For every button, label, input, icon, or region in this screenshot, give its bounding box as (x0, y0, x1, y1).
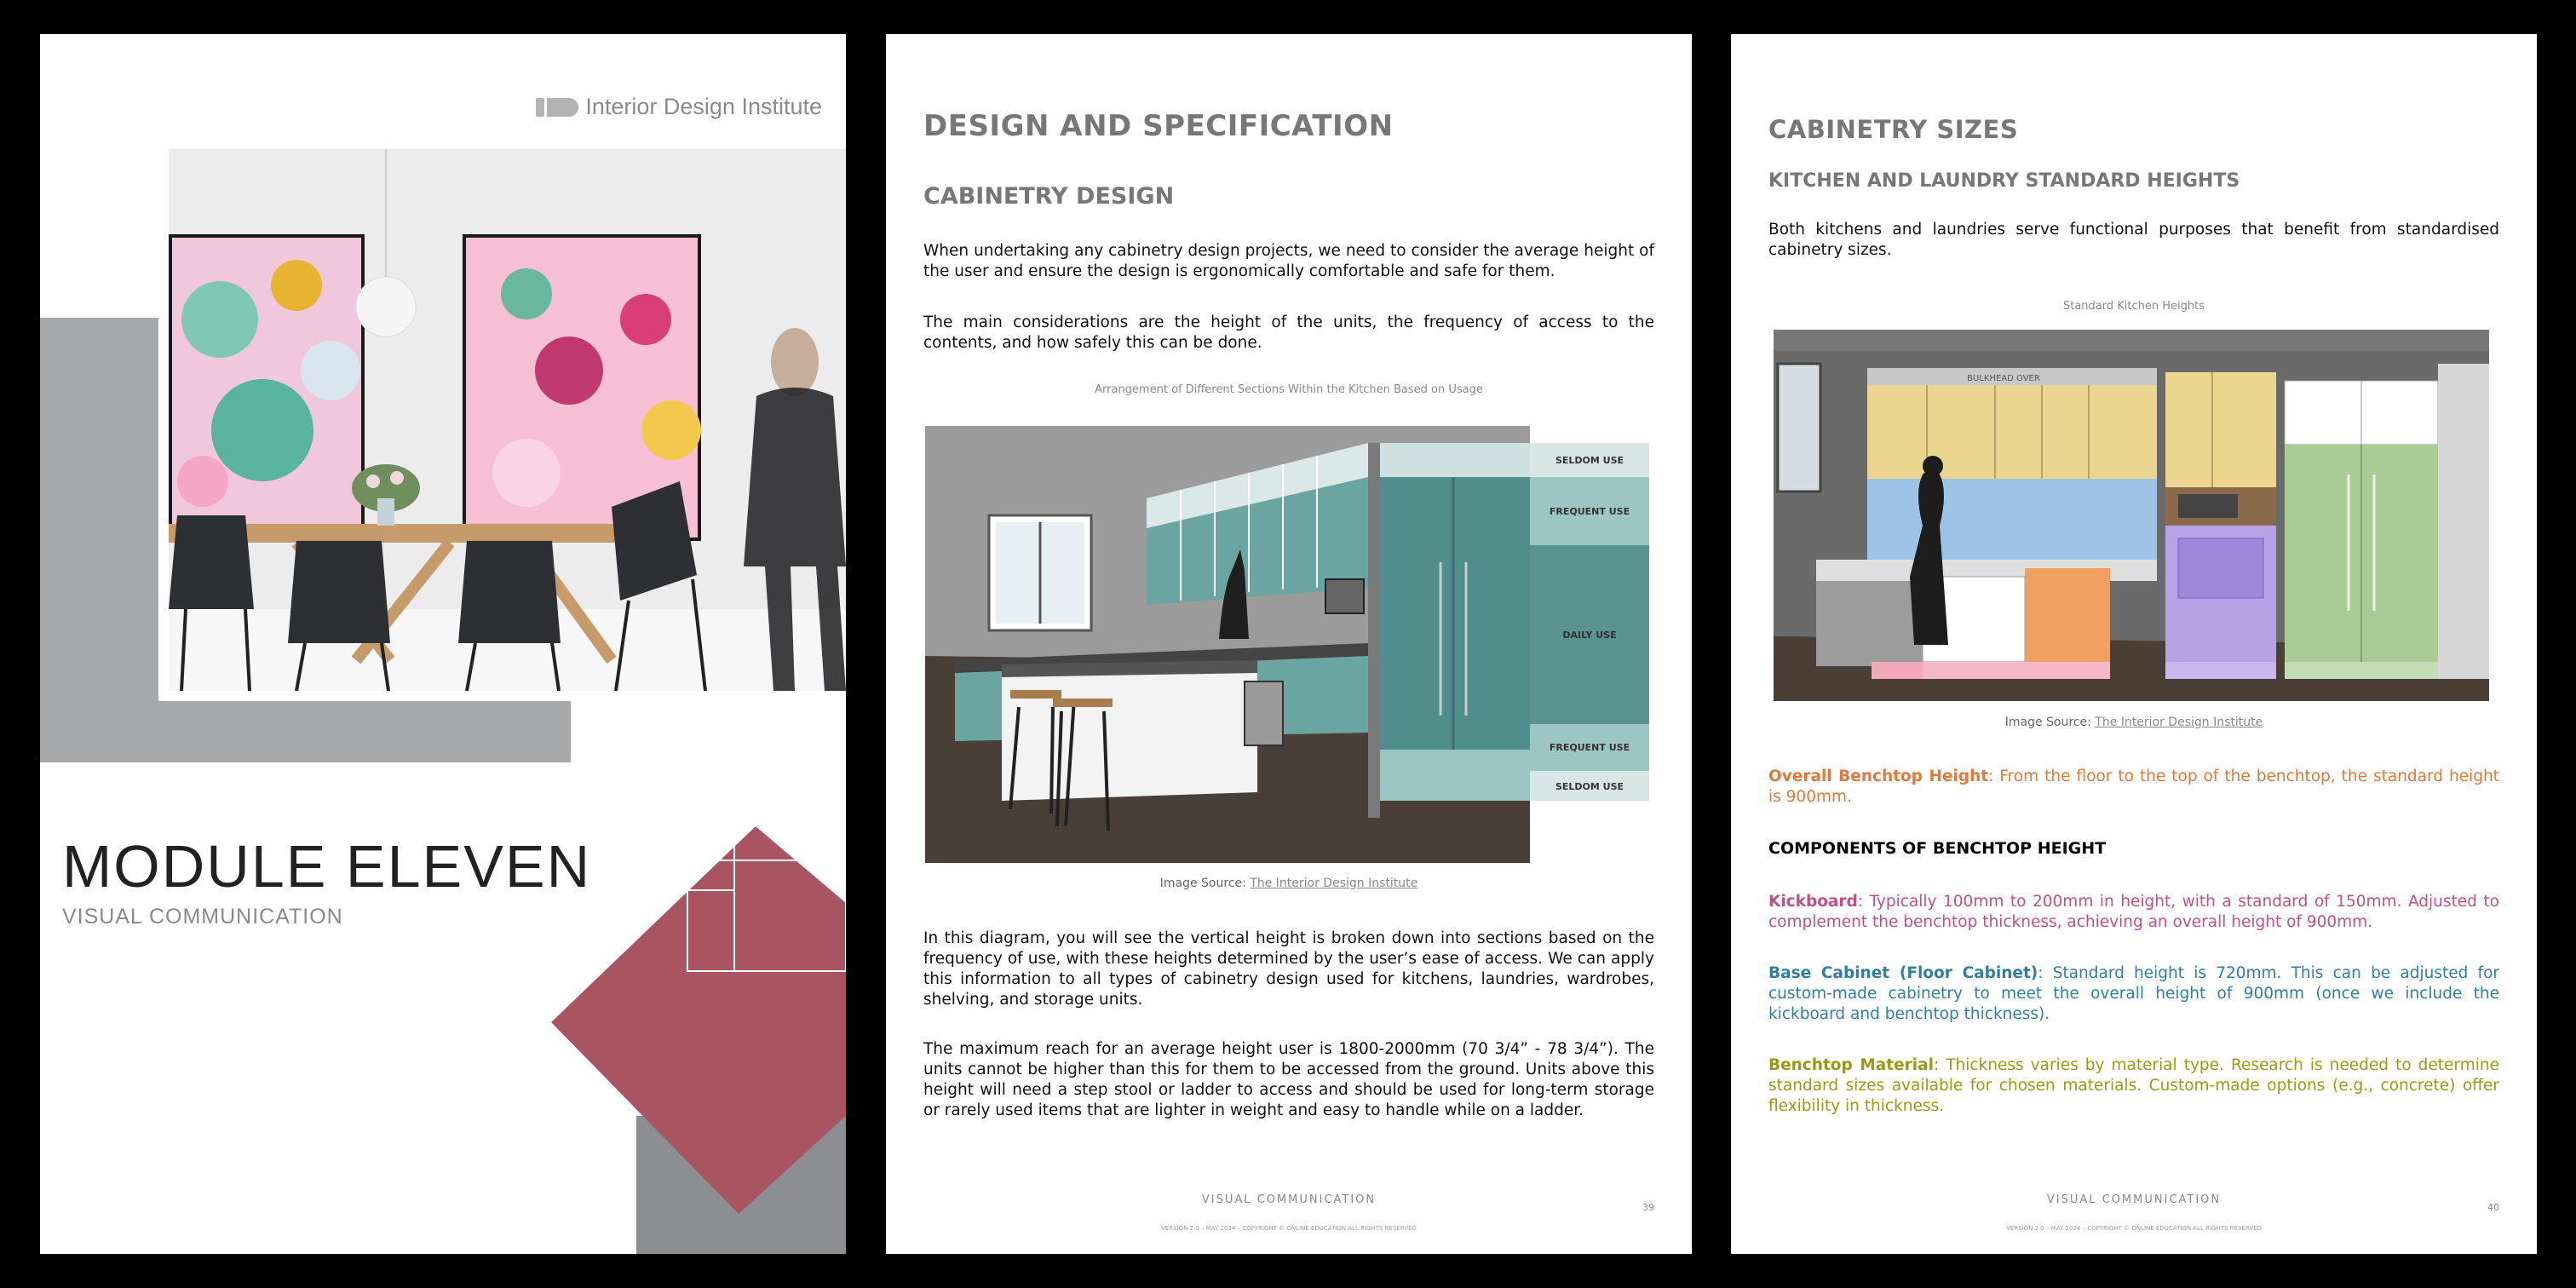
overall-benchtop-paragraph (1768, 767, 2499, 808)
gray-block-left (40, 318, 158, 762)
brand-logo (536, 94, 822, 120)
decorative-shapes (551, 792, 846, 1254)
copyright-line: VERSION 2.0 – MAY 2024 – COPYRIGHT © ONLINE EDUCATION ALL RIGHTS RESERVED (2006, 1225, 2262, 1232)
paragraph-4: The maximum reach for an average height user is 1800-2000mm (70 3/4” - 78 3/4”). The units cannot be higher than this for them to be accessed from the ground. Units above this height will need a step stool or ladder to access and should be used for long-term storage or rarely used items that are lighter in weight and easy to handle while on a ladder. (923, 1040, 1654, 1119)
zone-label: FREQUENT USE (1549, 742, 1630, 753)
gray-block-bottom (40, 701, 571, 762)
base-cabinet-label: Base Cabinet (Floor Cabinet) (1768, 964, 2038, 982)
cover-photo (158, 149, 846, 701)
benchtop-material-paragraph (1768, 1055, 2499, 1117)
base-cabinet-paragraph (1768, 963, 2499, 1025)
intro-paragraph: Both kitchens and laundries serve functional purposes that benefit from standardised cabinetry sizes. (1768, 221, 2499, 259)
figure-caption: Arrangement of Different Sections Within the Kitchen Based on Usage (1095, 383, 1483, 396)
overall-benchtop-text: : From the floor to the top of the benchtop, the standard height is 900mm. (1768, 768, 2499, 806)
image-source-label: Image Source: (1159, 877, 1251, 890)
image-source (1731, 716, 2537, 729)
kickboard-paragraph (1768, 892, 2499, 933)
zone-label: DAILY USE (1562, 630, 1617, 641)
benchtop-material-text: : Thickness varies by material type. Research is needed to determine standard sizes available for chosen materials. Custom-made options (e.g., concrete) offer flexibility in thickness. (1768, 1056, 2499, 1115)
logo-mark-icon (536, 96, 578, 118)
image-source (886, 877, 1692, 890)
module-subtitle: VISUAL COMMUNICATION (62, 905, 343, 929)
zone-label: SELDOM USE (1555, 455, 1624, 466)
paragraph-2: The main considerations are the height of the units, the frequency of access to the contents, and how safely this can be done. (923, 313, 1654, 352)
page-footer: VISUAL COMMUNICATION (1201, 1193, 1377, 1206)
copyright-line: VERSION 2.0 – MAY 2024 – COPYRIGHT © ONLINE EDUCATION ALL RIGHTS RESERVED (1161, 1225, 1417, 1232)
section-heading: KITCHEN AND LAUNDRY STANDARD HEIGHTS (1768, 170, 2240, 192)
zone-label: SELDOM USE (1555, 781, 1624, 792)
figure-caption: Standard Kitchen Heights (2062, 300, 2205, 313)
page-heading: CABINETRY SIZES (1768, 115, 2019, 144)
image-source-link[interactable]: The Interior Design Institute (2095, 716, 2263, 729)
cover-page (40, 34, 846, 1254)
page-number: 40 (2487, 1202, 2499, 1213)
benchtop-material-label: Benchtop Material (1768, 1056, 1934, 1074)
module-title: MODULE ELEVEN (62, 833, 592, 900)
page-footer: VISUAL COMMUNICATION (2046, 1193, 2222, 1206)
page-40 (1731, 34, 2537, 1254)
base-cabinet-text: : Standard height is 720mm. This can be adjusted for custom-made cabinetry to meet the overall height of 900mm (once we include the kickboard and benchtop thickness). (1768, 964, 2499, 1023)
usage-zones-diagram (925, 426, 1649, 863)
image-source-label: Image Source: (2004, 716, 2096, 729)
kickboard-label: Kickboard (1768, 893, 1858, 911)
zone-label: FREQUENT USE (1549, 506, 1630, 517)
paragraph-1: When undertaking any cabinetry design projects, we need to consider the average height of the user and ensure the design is ergonomically comfortable and safe for them. (923, 242, 1654, 280)
kitchen-heights-diagram (1774, 330, 2489, 701)
section-heading: CABINETRY DESIGN (923, 183, 1175, 210)
components-heading: COMPONENTS OF BENCHTOP HEIGHT (1768, 839, 2107, 858)
overall-benchtop-label: Overall Benchtop Height (1768, 768, 1989, 785)
paragraph-3: In this diagram, you will see the vertical height is broken down into sections based on the frequency of use, with these heights determined by the user’s ease of access. We can apply this information to all types of cabinetry design used for kitchens, laundries, wardrobes, shelving, and storage units. (923, 929, 1654, 1009)
logo-text: Interior Design Institute (585, 94, 822, 119)
page-39 (886, 34, 1692, 1254)
page-number: 39 (1642, 1202, 1654, 1213)
page-heading: DESIGN AND SPECIFICATION (923, 109, 1394, 143)
kickboard-text: : Typically 100mm to 200mm in height, with a standard of 150mm. Adjusted to complement the benchtop thickness, achieving an overall height of 900mm. (1768, 893, 2499, 931)
bulkhead-label: BULKHEAD OVER (1967, 374, 2040, 383)
image-source-link[interactable]: The Interior Design Institute (1250, 877, 1418, 890)
